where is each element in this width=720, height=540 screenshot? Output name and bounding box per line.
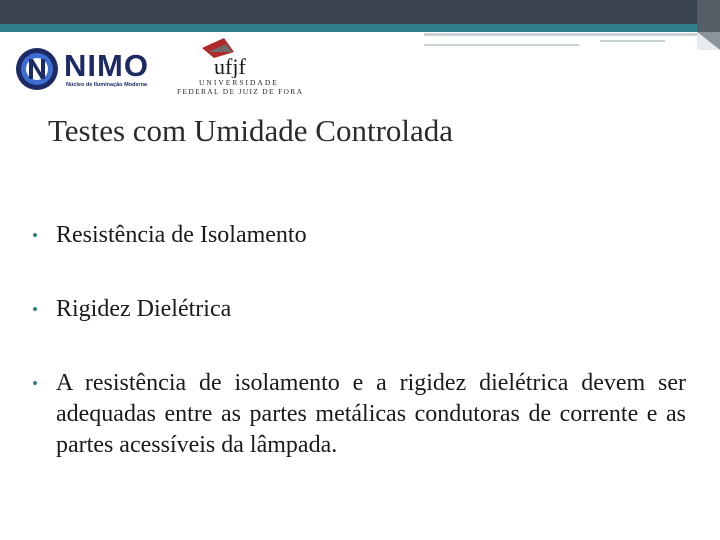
nimo-wordmark: NIMO — [64, 48, 149, 83]
top-bar-cap — [697, 0, 720, 32]
bullet-item — [30, 368, 686, 461]
corner-flap-decoration — [697, 32, 720, 50]
header-divider-line — [600, 40, 665, 42]
bullet-text: Rigidez Dielétrica — [56, 296, 232, 322]
nimo-tagline: Núcleo de Iluminação Moderna — [66, 82, 147, 88]
top-accent-stripe — [0, 24, 720, 32]
nimo-logo — [14, 44, 154, 96]
header-divider-line — [424, 33, 697, 36]
ufjf-logo — [174, 38, 304, 98]
nimo-emblem-icon — [14, 46, 60, 92]
top-decorative-bar — [0, 0, 720, 24]
bullet-text: A resistência de isolamento e a rigidez dielétrica devem ser adequadas entre as partes metálicas condutoras de corrente e as partes acessíveis da lâmpada. — [56, 370, 686, 458]
header-divider-line — [424, 44, 579, 46]
bullet-dot-icon: • — [32, 226, 38, 245]
bullet-item — [30, 294, 231, 325]
ufjf-line-1: UNIVERSIDADE — [199, 78, 279, 87]
bullet-dot-icon: • — [32, 300, 38, 319]
ufjf-mark: ufjf — [214, 54, 246, 78]
ufjf-emblem-icon — [196, 38, 256, 78]
ufjf-line-2: FEDERAL DE JUIZ DE FORA — [177, 87, 304, 96]
bullet-item — [30, 220, 307, 251]
bullet-text: Resistência de Isolamento — [56, 222, 307, 248]
slide-title: Testes com Umidade Controlada — [48, 113, 454, 148]
bullet-dot-icon: • — [32, 374, 38, 393]
